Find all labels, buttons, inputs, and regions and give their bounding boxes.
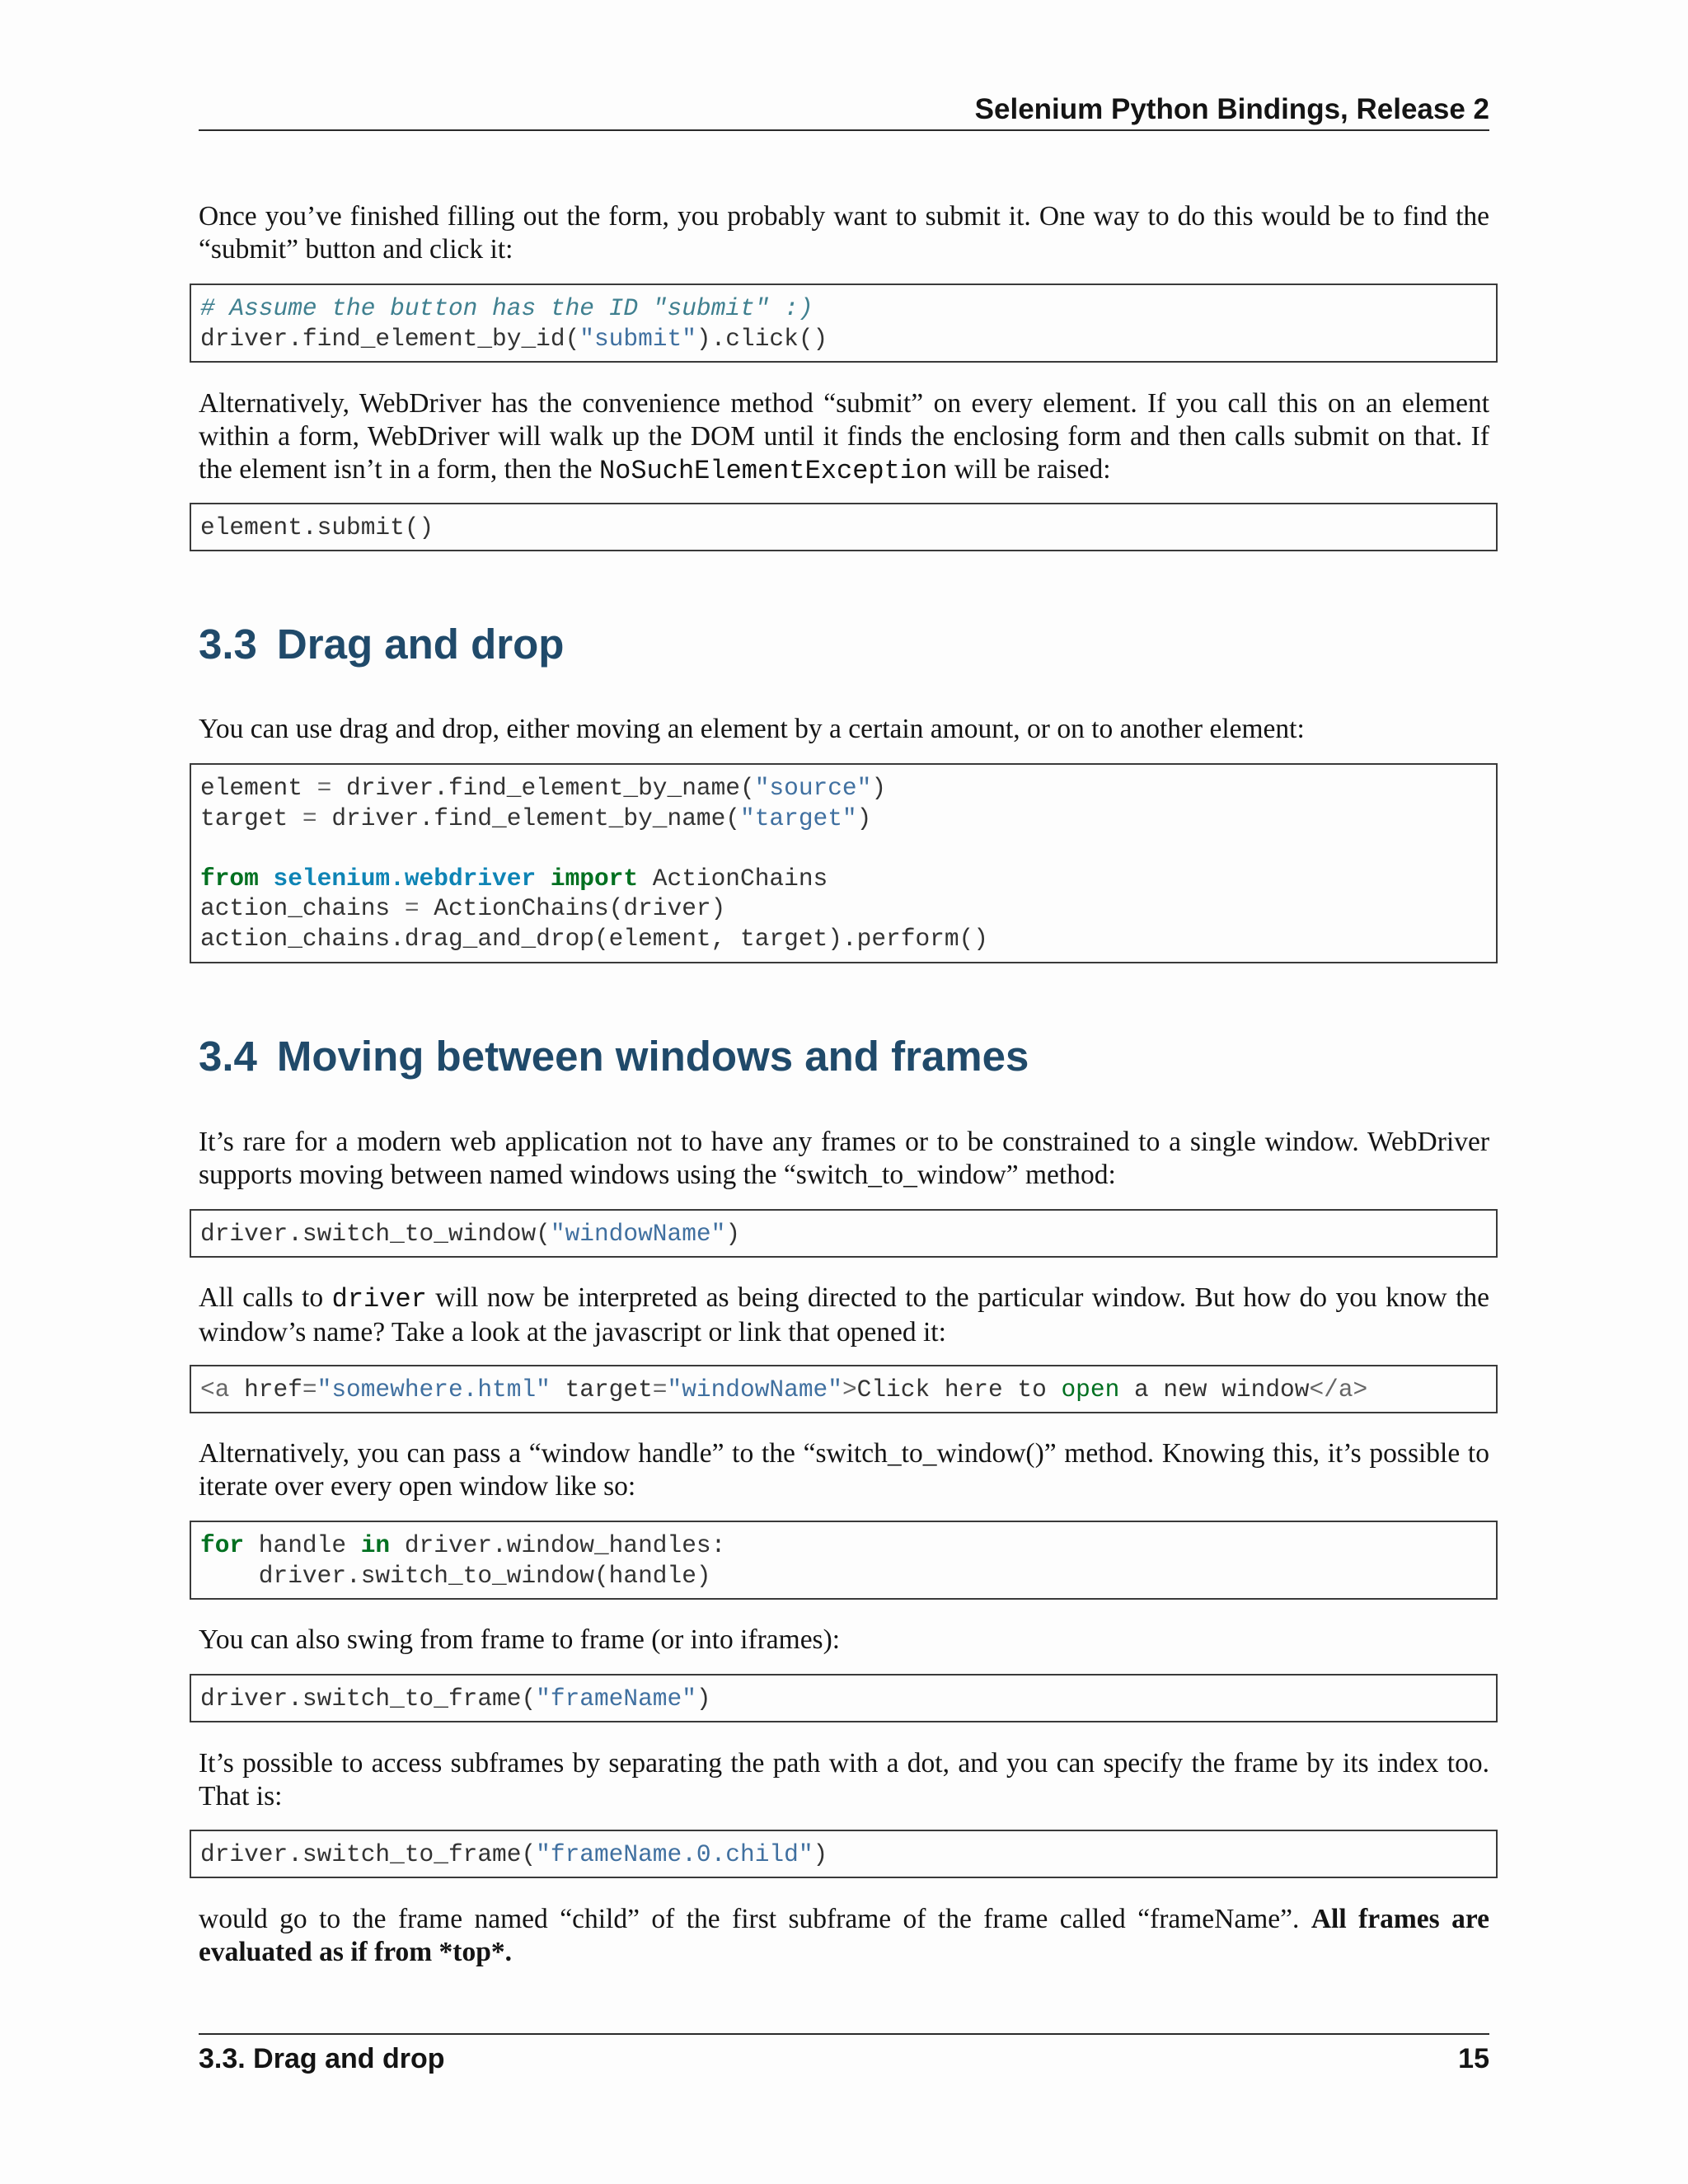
page-number: 15 — [1458, 2043, 1489, 2074]
code-line: element.submit() — [200, 513, 434, 541]
inline-code: driver — [331, 1284, 427, 1315]
paragraph-window-handle: Alternatively, you can pass a “window handle” to the “switch_to_window()” method. Knowing this, it’s possible to iterate over every open window like so: — [199, 1438, 1489, 1502]
code-line: driver.switch_to_window(handle) — [200, 1561, 711, 1590]
inline-code: NoSuchElementException — [598, 456, 948, 486]
code-line: # Assume the button has the ID "submit" :) — [200, 294, 814, 322]
code-line: target = driver.find_element_by_name("target") — [200, 804, 872, 832]
paragraph-frames-intro: You can also swing from frame to frame (or into iframes): — [199, 1624, 841, 1655]
running-header: Selenium Python Bindings, Release 2 — [974, 93, 1489, 125]
code-line: driver.switch_to_window("windowName") — [200, 1220, 741, 1248]
footer-rule — [199, 2033, 1489, 2035]
code-line-blank — [200, 833, 1496, 864]
code-line: driver.find_element_by_id("submit").click() — [200, 324, 828, 353]
code-block-element-submit — [190, 503, 1498, 551]
footer-section-title: 3.3. Drag and drop — [199, 2043, 445, 2074]
code-line: for handle in driver.window_handles: — [200, 1531, 726, 1559]
code-line: from selenium.webdriver import ActionChains — [200, 864, 828, 893]
paragraph-subframes: It’s possible to access subframes by separating the path with a dot, and you can specify the frame by its index too. That is: — [199, 1748, 1489, 1811]
section-heading-windows-frames: 3.4 Moving between windows and frames — [199, 1033, 1029, 1080]
code-block-submit-click — [190, 284, 1498, 363]
code-line: driver.switch_to_frame("frameName") — [200, 1685, 711, 1713]
code-block-drag-and-drop — [190, 763, 1498, 963]
paragraph-frame-explanation: would go to the frame named “child” of the first subframe of the frame called “frameName”. All frames are evaluated as if from *top*. — [199, 1904, 1489, 1967]
paragraph-windows-intro: It’s rare for a modern web application not to have any frames or to be constrained to a single window. WebDriver supports moving between named windows using the “switch_to_window” method: — [199, 1127, 1489, 1190]
code-block-switch-subframe — [190, 1830, 1498, 1878]
paragraph-submit-intro: Once you’ve finished filling out the form, you probably want to submit it. One way to do this would be to find the “submit” button and click it: — [199, 201, 1489, 265]
code-line: <a href="somewhere.html" target="windowName">Click here to open a new window</a> — [200, 1376, 1368, 1404]
code-line: action_chains.drag_and_drop(element, target).perform() — [200, 924, 988, 953]
code-block-anchor-html — [190, 1365, 1498, 1413]
paragraph-submit-method: Alternatively, WebDriver has the convenience method “submit” on every element. If you call this on an element within a form, WebDriver will walk up the DOM until it finds the enclosing form and then calls submit on that. If the element isn’t in a form, then the NoSuchElementException will be raised: — [199, 388, 1489, 486]
paragraph-driver-calls: All calls to driver will now be interpreted as being directed to the particular window. But how do you know the window’s name? Take a look at the javascript or link that opened it: — [199, 1282, 1489, 1347]
paragraph-drag-intro: You can use drag and drop, either moving an element by a certain amount, or on to another element: — [199, 714, 1305, 744]
code-block-window-handles-loop — [190, 1521, 1498, 1600]
code-line: action_chains = ActionChains(driver) — [200, 894, 726, 922]
code-block-switch-frame — [190, 1674, 1498, 1722]
bold-note: All frames are evaluated as if from *top*. — [199, 1904, 1489, 1967]
section-heading-drag-and-drop: 3.3 Drag and drop — [199, 621, 565, 668]
code-block-switch-window — [190, 1209, 1498, 1258]
header-rule — [199, 129, 1489, 131]
code-line: driver.switch_to_frame("frameName.0.child") — [200, 1840, 828, 1868]
code-line: element = driver.find_element_by_name("source") — [200, 774, 887, 802]
